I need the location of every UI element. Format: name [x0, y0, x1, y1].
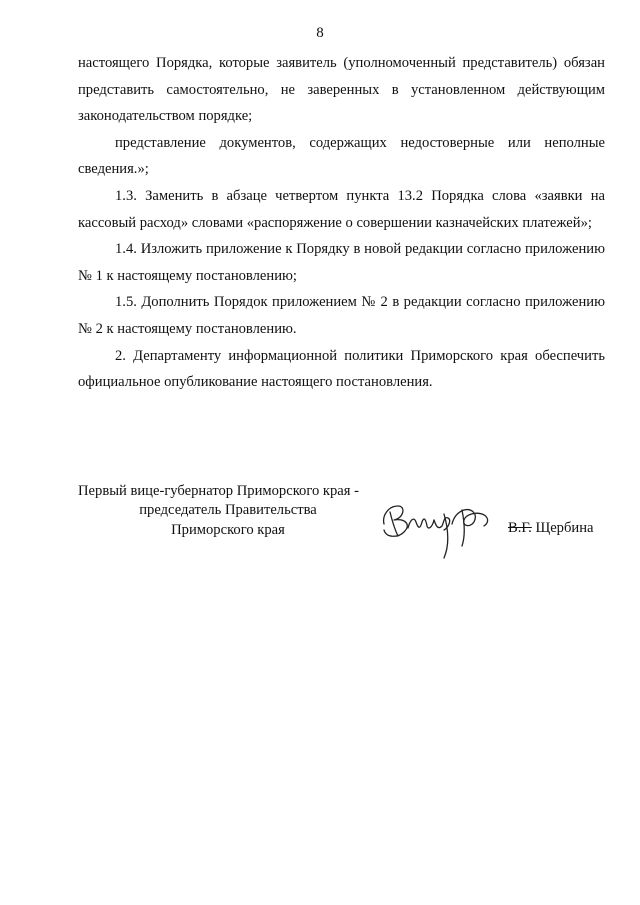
handwritten-signature	[378, 494, 510, 564]
page-number: 8	[316, 25, 324, 41]
signer-initials: В.Г.	[508, 520, 532, 536]
paragraph-continuation: настоящего Порядка, которые заявитель (уполномоченный представитель) обязан представить самостоятельно, не заверенных в установленном действующим законодательством порядке;	[78, 55, 605, 125]
document-body	[78, 50, 605, 396]
signer-name	[508, 519, 594, 538]
paragraph-refusal-ground: представление документов, содержащих недостоверные или неполные сведения.»;	[78, 134, 605, 178]
signatory-position-line-1: Первый вице-губернатор Приморского края -	[78, 483, 360, 499]
paragraph-item-1-5: 1.5. Дополнить Порядок приложением № 2 в редакции согласно приложению № 2 к настоящему постановлению.	[78, 294, 605, 337]
signatory-position-line-3: Приморского края	[171, 521, 285, 538]
paragraph-item-1-4: 1.4. Изложить приложение к Порядку в новой редакции согласно приложению № 1 к настоящему постановлению;	[78, 241, 605, 284]
paragraph-item-1-3: 1.3. Заменить в абзаце четвертом пункта 13.2 Порядка слова «заявки на кассовый расход» словами «распоряжение о совершении казначейских платежей»;	[78, 187, 605, 231]
signatory-position	[78, 482, 378, 540]
signatory-position-line-2: председатель Правительства	[139, 502, 317, 519]
signer-surname: Щербина	[535, 520, 594, 536]
paragraph-item-2: 2. Департаменту информационной политики Приморского края обеспечить официальное опубликование настоящего постановления.	[78, 347, 605, 391]
